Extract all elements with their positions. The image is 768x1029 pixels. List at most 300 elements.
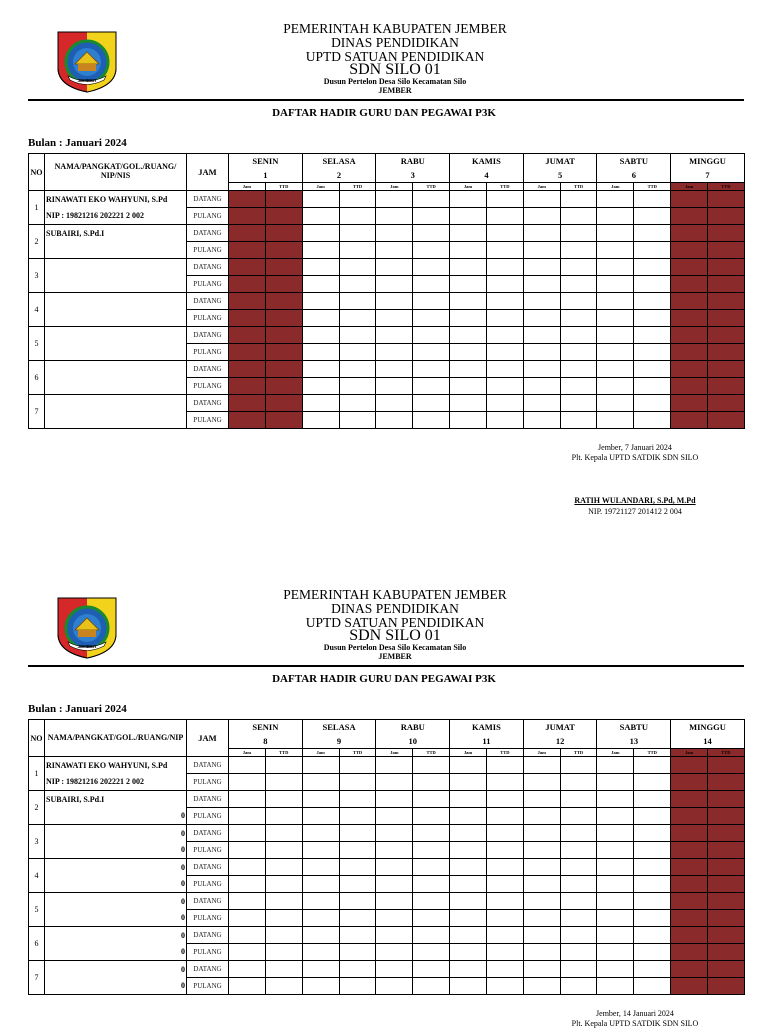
signature-cell[interactable] xyxy=(708,225,745,242)
signature-cell[interactable] xyxy=(486,242,523,259)
signature-cell[interactable] xyxy=(486,876,523,893)
time-cell[interactable] xyxy=(450,412,487,429)
signature-cell[interactable] xyxy=(486,944,523,961)
time-cell[interactable] xyxy=(671,876,708,893)
signature-cell[interactable] xyxy=(560,859,597,876)
time-cell[interactable] xyxy=(671,310,708,327)
signature-cell[interactable] xyxy=(413,944,450,961)
time-cell[interactable] xyxy=(302,791,339,808)
time-cell[interactable] xyxy=(229,961,266,978)
time-cell[interactable] xyxy=(229,893,266,910)
time-cell[interactable] xyxy=(597,225,634,242)
time-cell[interactable] xyxy=(597,791,634,808)
time-cell[interactable] xyxy=(302,893,339,910)
signature-cell[interactable] xyxy=(708,361,745,378)
signature-cell[interactable] xyxy=(560,961,597,978)
signature-cell[interactable] xyxy=(486,259,523,276)
signature-cell[interactable] xyxy=(560,842,597,859)
time-cell[interactable] xyxy=(523,395,560,412)
signature-cell[interactable] xyxy=(708,910,745,927)
signature-cell[interactable] xyxy=(413,825,450,842)
signature-cell[interactable] xyxy=(265,876,302,893)
time-cell[interactable] xyxy=(376,876,413,893)
signature-cell[interactable] xyxy=(634,825,671,842)
time-cell[interactable] xyxy=(450,757,487,774)
time-cell[interactable] xyxy=(523,825,560,842)
time-cell[interactable] xyxy=(229,825,266,842)
time-cell[interactable] xyxy=(376,978,413,995)
signature-cell[interactable] xyxy=(413,225,450,242)
time-cell[interactable] xyxy=(229,910,266,927)
time-cell[interactable] xyxy=(523,927,560,944)
time-cell[interactable] xyxy=(376,208,413,225)
time-cell[interactable] xyxy=(229,842,266,859)
signature-cell[interactable] xyxy=(339,859,376,876)
signature-cell[interactable] xyxy=(708,944,745,961)
time-cell[interactable] xyxy=(376,191,413,208)
signature-cell[interactable] xyxy=(413,859,450,876)
signature-cell[interactable] xyxy=(339,961,376,978)
signature-cell[interactable] xyxy=(634,412,671,429)
signature-cell[interactable] xyxy=(634,893,671,910)
signature-cell[interactable] xyxy=(265,842,302,859)
time-cell[interactable] xyxy=(597,893,634,910)
signature-cell[interactable] xyxy=(339,808,376,825)
signature-cell[interactable] xyxy=(634,978,671,995)
signature-cell[interactable] xyxy=(339,361,376,378)
time-cell[interactable] xyxy=(229,927,266,944)
time-cell[interactable] xyxy=(450,191,487,208)
signature-cell[interactable] xyxy=(708,310,745,327)
time-cell[interactable] xyxy=(597,208,634,225)
signature-cell[interactable] xyxy=(265,910,302,927)
time-cell[interactable] xyxy=(597,293,634,310)
signature-cell[interactable] xyxy=(560,208,597,225)
time-cell[interactable] xyxy=(229,978,266,995)
signature-cell[interactable] xyxy=(265,191,302,208)
time-cell[interactable] xyxy=(376,893,413,910)
signature-cell[interactable] xyxy=(265,208,302,225)
time-cell[interactable] xyxy=(523,910,560,927)
signature-cell[interactable] xyxy=(634,378,671,395)
signature-cell[interactable] xyxy=(560,774,597,791)
signature-cell[interactable] xyxy=(265,808,302,825)
signature-cell[interactable] xyxy=(634,310,671,327)
signature-cell[interactable] xyxy=(708,191,745,208)
time-cell[interactable] xyxy=(302,876,339,893)
signature-cell[interactable] xyxy=(413,293,450,310)
time-cell[interactable] xyxy=(597,378,634,395)
time-cell[interactable] xyxy=(376,910,413,927)
signature-cell[interactable] xyxy=(265,927,302,944)
signature-cell[interactable] xyxy=(634,808,671,825)
signature-cell[interactable] xyxy=(339,225,376,242)
signature-cell[interactable] xyxy=(413,344,450,361)
time-cell[interactable] xyxy=(671,412,708,429)
signature-cell[interactable] xyxy=(486,910,523,927)
time-cell[interactable] xyxy=(376,259,413,276)
time-cell[interactable] xyxy=(302,191,339,208)
time-cell[interactable] xyxy=(302,859,339,876)
signature-cell[interactable] xyxy=(413,208,450,225)
signature-cell[interactable] xyxy=(708,961,745,978)
signature-cell[interactable] xyxy=(339,191,376,208)
time-cell[interactable] xyxy=(302,310,339,327)
time-cell[interactable] xyxy=(450,842,487,859)
time-cell[interactable] xyxy=(302,825,339,842)
signature-cell[interactable] xyxy=(634,774,671,791)
time-cell[interactable] xyxy=(523,293,560,310)
time-cell[interactable] xyxy=(523,842,560,859)
time-cell[interactable] xyxy=(229,276,266,293)
signature-cell[interactable] xyxy=(708,757,745,774)
signature-cell[interactable] xyxy=(708,276,745,293)
signature-cell[interactable] xyxy=(486,859,523,876)
time-cell[interactable] xyxy=(302,842,339,859)
signature-cell[interactable] xyxy=(634,876,671,893)
time-cell[interactable] xyxy=(302,774,339,791)
time-cell[interactable] xyxy=(597,978,634,995)
time-cell[interactable] xyxy=(597,259,634,276)
time-cell[interactable] xyxy=(597,757,634,774)
signature-cell[interactable] xyxy=(413,808,450,825)
time-cell[interactable] xyxy=(671,842,708,859)
time-cell[interactable] xyxy=(671,395,708,412)
signature-cell[interactable] xyxy=(708,774,745,791)
signature-cell[interactable] xyxy=(486,327,523,344)
signature-cell[interactable] xyxy=(265,361,302,378)
time-cell[interactable] xyxy=(376,378,413,395)
time-cell[interactable] xyxy=(450,242,487,259)
time-cell[interactable] xyxy=(302,757,339,774)
signature-cell[interactable] xyxy=(486,293,523,310)
signature-cell[interactable] xyxy=(486,774,523,791)
signature-cell[interactable] xyxy=(708,242,745,259)
signature-cell[interactable] xyxy=(339,944,376,961)
signature-cell[interactable] xyxy=(339,893,376,910)
time-cell[interactable] xyxy=(229,208,266,225)
signature-cell[interactable] xyxy=(560,927,597,944)
time-cell[interactable] xyxy=(302,927,339,944)
signature-cell[interactable] xyxy=(560,276,597,293)
signature-cell[interactable] xyxy=(634,276,671,293)
signature-cell[interactable] xyxy=(486,961,523,978)
signature-cell[interactable] xyxy=(339,208,376,225)
signature-cell[interactable] xyxy=(265,327,302,344)
signature-cell[interactable] xyxy=(634,225,671,242)
signature-cell[interactable] xyxy=(339,412,376,429)
signature-cell[interactable] xyxy=(265,757,302,774)
time-cell[interactable] xyxy=(597,344,634,361)
time-cell[interactable] xyxy=(450,276,487,293)
time-cell[interactable] xyxy=(302,808,339,825)
signature-cell[interactable] xyxy=(708,842,745,859)
signature-cell[interactable] xyxy=(339,791,376,808)
time-cell[interactable] xyxy=(376,774,413,791)
signature-cell[interactable] xyxy=(339,927,376,944)
signature-cell[interactable] xyxy=(486,310,523,327)
signature-cell[interactable] xyxy=(560,361,597,378)
signature-cell[interactable] xyxy=(486,412,523,429)
signature-cell[interactable] xyxy=(413,276,450,293)
time-cell[interactable] xyxy=(302,293,339,310)
time-cell[interactable] xyxy=(302,208,339,225)
time-cell[interactable] xyxy=(450,978,487,995)
signature-cell[interactable] xyxy=(486,978,523,995)
time-cell[interactable] xyxy=(450,327,487,344)
time-cell[interactable] xyxy=(229,395,266,412)
signature-cell[interactable] xyxy=(486,808,523,825)
signature-cell[interactable] xyxy=(265,276,302,293)
time-cell[interactable] xyxy=(597,927,634,944)
signature-cell[interactable] xyxy=(265,378,302,395)
time-cell[interactable] xyxy=(671,757,708,774)
signature-cell[interactable] xyxy=(486,225,523,242)
signature-cell[interactable] xyxy=(413,191,450,208)
signature-cell[interactable] xyxy=(339,259,376,276)
time-cell[interactable] xyxy=(671,893,708,910)
time-cell[interactable] xyxy=(523,757,560,774)
time-cell[interactable] xyxy=(671,259,708,276)
time-cell[interactable] xyxy=(450,859,487,876)
time-cell[interactable] xyxy=(376,859,413,876)
time-cell[interactable] xyxy=(302,944,339,961)
time-cell[interactable] xyxy=(302,344,339,361)
signature-cell[interactable] xyxy=(486,276,523,293)
time-cell[interactable] xyxy=(671,225,708,242)
time-cell[interactable] xyxy=(597,876,634,893)
time-cell[interactable] xyxy=(302,327,339,344)
signature-cell[interactable] xyxy=(413,842,450,859)
time-cell[interactable] xyxy=(376,825,413,842)
signature-cell[interactable] xyxy=(560,225,597,242)
signature-cell[interactable] xyxy=(486,395,523,412)
signature-cell[interactable] xyxy=(708,395,745,412)
signature-cell[interactable] xyxy=(708,344,745,361)
time-cell[interactable] xyxy=(450,310,487,327)
time-cell[interactable] xyxy=(523,242,560,259)
time-cell[interactable] xyxy=(597,859,634,876)
time-cell[interactable] xyxy=(450,791,487,808)
time-cell[interactable] xyxy=(671,774,708,791)
time-cell[interactable] xyxy=(376,961,413,978)
time-cell[interactable] xyxy=(671,293,708,310)
time-cell[interactable] xyxy=(376,791,413,808)
signature-cell[interactable] xyxy=(560,242,597,259)
time-cell[interactable] xyxy=(450,893,487,910)
time-cell[interactable] xyxy=(376,276,413,293)
signature-cell[interactable] xyxy=(339,310,376,327)
signature-cell[interactable] xyxy=(708,791,745,808)
signature-cell[interactable] xyxy=(708,208,745,225)
time-cell[interactable] xyxy=(597,327,634,344)
signature-cell[interactable] xyxy=(413,910,450,927)
signature-cell[interactable] xyxy=(560,310,597,327)
time-cell[interactable] xyxy=(450,259,487,276)
signature-cell[interactable] xyxy=(413,927,450,944)
signature-cell[interactable] xyxy=(560,876,597,893)
time-cell[interactable] xyxy=(376,361,413,378)
time-cell[interactable] xyxy=(671,961,708,978)
signature-cell[interactable] xyxy=(486,757,523,774)
signature-cell[interactable] xyxy=(634,395,671,412)
signature-cell[interactable] xyxy=(339,774,376,791)
signature-cell[interactable] xyxy=(413,978,450,995)
signature-cell[interactable] xyxy=(265,791,302,808)
signature-cell[interactable] xyxy=(560,757,597,774)
time-cell[interactable] xyxy=(671,825,708,842)
time-cell[interactable] xyxy=(671,361,708,378)
time-cell[interactable] xyxy=(671,208,708,225)
time-cell[interactable] xyxy=(671,978,708,995)
signature-cell[interactable] xyxy=(265,259,302,276)
signature-cell[interactable] xyxy=(634,208,671,225)
signature-cell[interactable] xyxy=(634,910,671,927)
signature-cell[interactable] xyxy=(413,893,450,910)
time-cell[interactable] xyxy=(376,344,413,361)
time-cell[interactable] xyxy=(450,927,487,944)
time-cell[interactable] xyxy=(302,978,339,995)
time-cell[interactable] xyxy=(450,293,487,310)
signature-cell[interactable] xyxy=(265,859,302,876)
time-cell[interactable] xyxy=(302,395,339,412)
signature-cell[interactable] xyxy=(265,395,302,412)
signature-cell[interactable] xyxy=(560,825,597,842)
time-cell[interactable] xyxy=(376,927,413,944)
time-cell[interactable] xyxy=(523,378,560,395)
time-cell[interactable] xyxy=(302,910,339,927)
time-cell[interactable] xyxy=(302,412,339,429)
signature-cell[interactable] xyxy=(413,378,450,395)
time-cell[interactable] xyxy=(523,327,560,344)
time-cell[interactable] xyxy=(523,859,560,876)
time-cell[interactable] xyxy=(597,242,634,259)
time-cell[interactable] xyxy=(229,808,266,825)
signature-cell[interactable] xyxy=(413,361,450,378)
time-cell[interactable] xyxy=(229,259,266,276)
time-cell[interactable] xyxy=(450,910,487,927)
signature-cell[interactable] xyxy=(265,242,302,259)
signature-cell[interactable] xyxy=(265,310,302,327)
time-cell[interactable] xyxy=(229,242,266,259)
time-cell[interactable] xyxy=(671,791,708,808)
time-cell[interactable] xyxy=(671,327,708,344)
signature-cell[interactable] xyxy=(265,225,302,242)
signature-cell[interactable] xyxy=(486,825,523,842)
signature-cell[interactable] xyxy=(413,876,450,893)
signature-cell[interactable] xyxy=(634,361,671,378)
signature-cell[interactable] xyxy=(634,927,671,944)
signature-cell[interactable] xyxy=(634,191,671,208)
signature-cell[interactable] xyxy=(413,412,450,429)
time-cell[interactable] xyxy=(523,361,560,378)
signature-cell[interactable] xyxy=(486,208,523,225)
time-cell[interactable] xyxy=(450,944,487,961)
time-cell[interactable] xyxy=(597,825,634,842)
time-cell[interactable] xyxy=(597,961,634,978)
signature-cell[interactable] xyxy=(708,978,745,995)
time-cell[interactable] xyxy=(229,310,266,327)
time-cell[interactable] xyxy=(450,208,487,225)
signature-cell[interactable] xyxy=(560,378,597,395)
time-cell[interactable] xyxy=(523,774,560,791)
time-cell[interactable] xyxy=(671,242,708,259)
signature-cell[interactable] xyxy=(265,412,302,429)
time-cell[interactable] xyxy=(450,876,487,893)
signature-cell[interactable] xyxy=(560,791,597,808)
signature-cell[interactable] xyxy=(265,893,302,910)
signature-cell[interactable] xyxy=(634,259,671,276)
signature-cell[interactable] xyxy=(560,293,597,310)
time-cell[interactable] xyxy=(302,259,339,276)
signature-cell[interactable] xyxy=(634,961,671,978)
signature-cell[interactable] xyxy=(486,791,523,808)
time-cell[interactable] xyxy=(450,378,487,395)
time-cell[interactable] xyxy=(597,944,634,961)
time-cell[interactable] xyxy=(671,378,708,395)
time-cell[interactable] xyxy=(302,378,339,395)
signature-cell[interactable] xyxy=(560,893,597,910)
time-cell[interactable] xyxy=(671,859,708,876)
signature-cell[interactable] xyxy=(339,344,376,361)
time-cell[interactable] xyxy=(523,944,560,961)
time-cell[interactable] xyxy=(229,859,266,876)
time-cell[interactable] xyxy=(229,412,266,429)
time-cell[interactable] xyxy=(597,276,634,293)
time-cell[interactable] xyxy=(597,361,634,378)
time-cell[interactable] xyxy=(523,791,560,808)
signature-cell[interactable] xyxy=(413,310,450,327)
time-cell[interactable] xyxy=(450,395,487,412)
signature-cell[interactable] xyxy=(486,344,523,361)
signature-cell[interactable] xyxy=(265,344,302,361)
time-cell[interactable] xyxy=(671,276,708,293)
time-cell[interactable] xyxy=(597,808,634,825)
time-cell[interactable] xyxy=(376,327,413,344)
time-cell[interactable] xyxy=(523,808,560,825)
time-cell[interactable] xyxy=(229,361,266,378)
signature-cell[interactable] xyxy=(265,961,302,978)
time-cell[interactable] xyxy=(229,225,266,242)
signature-cell[interactable] xyxy=(634,293,671,310)
signature-cell[interactable] xyxy=(560,412,597,429)
time-cell[interactable] xyxy=(450,825,487,842)
signature-cell[interactable] xyxy=(413,395,450,412)
time-cell[interactable] xyxy=(302,225,339,242)
signature-cell[interactable] xyxy=(560,978,597,995)
signature-cell[interactable] xyxy=(708,808,745,825)
signature-cell[interactable] xyxy=(708,893,745,910)
signature-cell[interactable] xyxy=(339,910,376,927)
time-cell[interactable] xyxy=(597,310,634,327)
time-cell[interactable] xyxy=(597,412,634,429)
signature-cell[interactable] xyxy=(708,378,745,395)
signature-cell[interactable] xyxy=(413,961,450,978)
signature-cell[interactable] xyxy=(708,927,745,944)
signature-cell[interactable] xyxy=(413,757,450,774)
signature-cell[interactable] xyxy=(560,910,597,927)
time-cell[interactable] xyxy=(302,361,339,378)
signature-cell[interactable] xyxy=(339,876,376,893)
signature-cell[interactable] xyxy=(708,412,745,429)
signature-cell[interactable] xyxy=(708,327,745,344)
signature-cell[interactable] xyxy=(560,327,597,344)
time-cell[interactable] xyxy=(376,808,413,825)
time-cell[interactable] xyxy=(229,344,266,361)
time-cell[interactable] xyxy=(376,395,413,412)
time-cell[interactable] xyxy=(523,412,560,429)
signature-cell[interactable] xyxy=(265,825,302,842)
